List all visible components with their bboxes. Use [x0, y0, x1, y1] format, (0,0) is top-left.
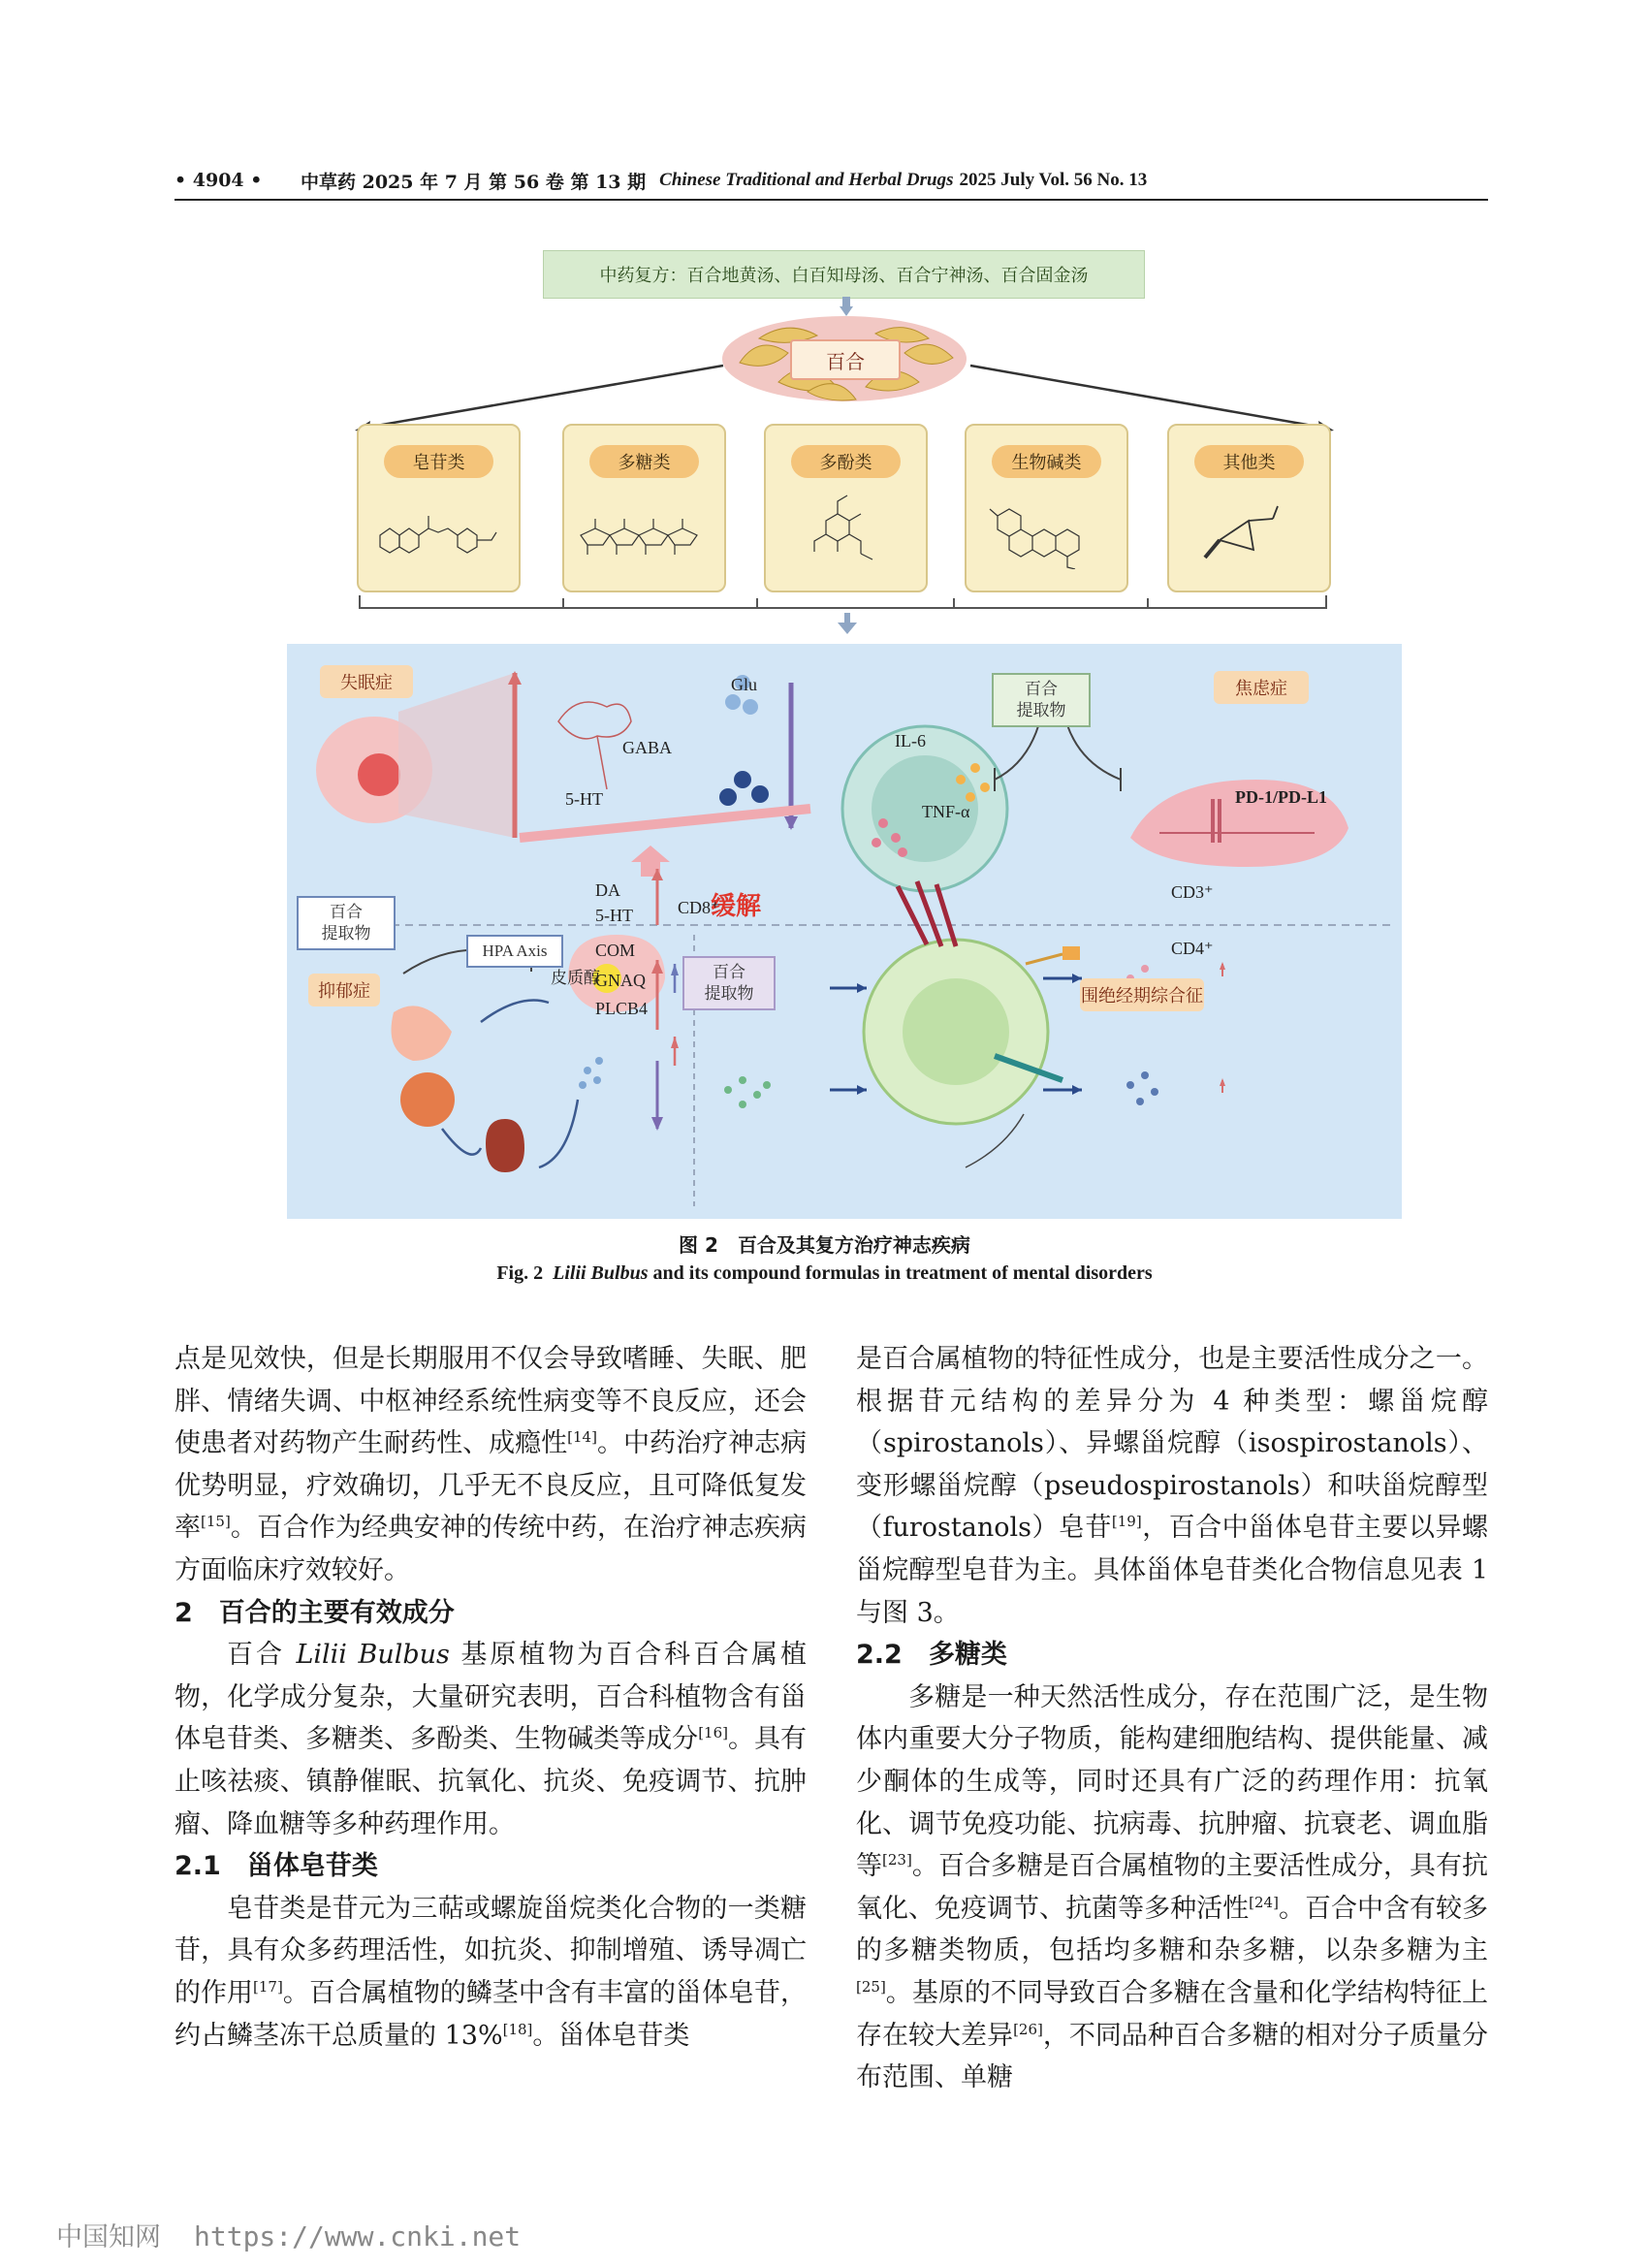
label-pd1-pdl1: PD-1/PD-L1	[1235, 787, 1327, 807]
component-cards	[357, 424, 1334, 598]
card-alkaloids	[965, 424, 1128, 592]
left-column	[174, 1338, 807, 2057]
depression-extract-box	[297, 896, 396, 950]
citation: [25]	[856, 1977, 886, 1996]
paragraph	[174, 1634, 807, 1845]
citation: [26]	[1013, 2020, 1043, 2038]
paragraph	[856, 1338, 1488, 1634]
caption-text-en: and its compound formulas in treatment of mental disorders	[652, 1262, 1153, 1284]
figure-caption-cn	[0, 1230, 1649, 1258]
page-number: • 4904 •	[174, 170, 263, 191]
tag-menopause: 围绝经期综合征	[1080, 978, 1204, 1011]
extract-line1: 百合	[713, 963, 745, 982]
right-column	[856, 1338, 1488, 2099]
card-polysaccharides	[562, 424, 726, 592]
running-header	[174, 163, 1488, 198]
text: 。百合作为经典安神的传统中药，在治疗神志疾病方面临床疗效较好。	[174, 1513, 808, 1585]
label-cortisol: 皮质醇	[551, 969, 600, 988]
header-rule	[174, 199, 1488, 201]
card-saponins	[357, 424, 521, 592]
citation: [19]	[1111, 1513, 1142, 1531]
section-heading-2-1: 2.1 甾体皂苷类	[174, 1851, 378, 1882]
text: 是百合属植物的特征性成分，也是主要活性成分之一。根据苷元结构的差异分为 4 种类型：螺甾烷醇（spirostanols）、异螺甾烷醇（isospirostanols）、变形螺甾烷醇（pseudospirostanols）和呋甾烷醇型（furostanols）皂苷	[856, 1344, 1488, 1544]
section-heading-2: 2 百合的主要有效成分	[174, 1597, 455, 1628]
label-5ht-insomnia: 5-HT	[565, 789, 603, 809]
card-label: 多糖类	[589, 445, 699, 478]
label-cd8: CD8⁺	[678, 898, 720, 917]
journal-title-en: Chinese Traditional and Herbal Drugs	[659, 170, 954, 190]
figure-caption-en	[0, 1262, 1649, 1285]
polysaccharide-structure-icon	[576, 492, 712, 569]
polyphenol-structure-icon	[777, 492, 913, 569]
label-tnf: TNF-α	[922, 802, 970, 821]
caption-label-cn: 图 2	[679, 1233, 718, 1257]
site-url[interactable]: https://www.cnki.net	[194, 2220, 522, 2252]
cnki-watermark	[56, 2216, 521, 2253]
text: 。百合中含有较多的多糖类物质，包括均多糖和杂多糖，以杂多糖为主	[856, 1893, 1489, 1966]
text: 。中药治疗神志病优势明显，疗效确切，几乎无不良反应，且可降低复发率	[174, 1428, 808, 1544]
formula-box: 中药复方：百合地黄汤、白百知母汤、百合宁神汤、百合固金汤	[543, 250, 1145, 299]
extract-line1: 百合	[1025, 680, 1058, 699]
anxiety-extract-box	[992, 673, 1091, 727]
text: 基原植物为百合科百合属植物，化学成分复杂，大量研究表明，百合科植物含有甾体皂苷类、多糖类、多酚类、生物碱类等成分	[174, 1640, 807, 1755]
label-relieve: 缓解	[711, 892, 762, 921]
card-label: 多酚类	[791, 445, 901, 478]
citation: [23]	[882, 1851, 912, 1869]
label-il6: IL-6	[895, 731, 926, 751]
paragraph	[174, 1888, 807, 2057]
label-gaba: GABA	[622, 738, 673, 757]
lily-label: 百合	[790, 339, 901, 380]
journal-issue-en: 2025 July Vol. 56 No. 13	[959, 170, 1148, 190]
text: 。具有止咳祛痰、镇静催眠、抗氧化、抗炎、免疫调节、抗肿瘤、降血糖等多种药理作用。	[174, 1724, 808, 1839]
card-label: 其他类	[1194, 445, 1304, 478]
label-gnaq: GNAQ	[595, 971, 646, 990]
disease-panel-illustration	[287, 644, 1402, 1219]
text: 。甾体皂苷类	[532, 2020, 690, 2051]
label-plcb4: PLCB4	[595, 999, 649, 1018]
hpa-axis-box: HPA Axis	[466, 935, 563, 968]
latin-name: Lilii Bulbus	[296, 1640, 450, 1671]
citation: [18]	[502, 2020, 533, 2038]
label-com: COM	[595, 941, 636, 960]
citation: [15]	[201, 1513, 231, 1531]
label-glu: Glu	[731, 675, 757, 694]
tag-insomnia: 失眠症	[320, 665, 413, 698]
card-polyphenols	[764, 424, 928, 592]
extract-line2: 提取物	[321, 924, 371, 943]
menopause-extract-box	[682, 956, 776, 1010]
cyclopropane-structure-icon	[1181, 492, 1316, 569]
citation: [17]	[253, 1977, 283, 1996]
caption-label-en: Fig. 2	[496, 1262, 544, 1284]
text: 点是见效快，但是长期服用不仅会导致嗜睡、失眠、肥胖、情绪失调、中枢神经系统性病变等不良反应，还会使患者对药物产生耐药性、成瘾性	[174, 1344, 807, 1459]
text: ，不同品种百合多糖的相对分子质量分布范围、单糖	[856, 2020, 1489, 2093]
section-heading-2-2: 2.2 多糖类	[856, 1640, 1007, 1671]
paragraph	[856, 1677, 1488, 2099]
text: 。基原的不同导致百合多糖在含量和化学结构特征上存在较大差异	[856, 1977, 1488, 2051]
citation: [24]	[1249, 1893, 1279, 1911]
citation: [16]	[698, 1724, 728, 1742]
figure-2	[287, 225, 1402, 1219]
card-label: 皂苷类	[384, 445, 493, 478]
journal-title-cn: 中草药 2025 年 7 月 第 56 卷 第 13 期	[301, 171, 647, 193]
text: 多糖是一种天然活性成分，存在范围广泛，是生物体内重要大分子物质，能构建细胞结构、提供能量、减少酮体的生成等，同时还具有广泛的药理作用：抗氧化、调节免疫功能、抗病毒、抗肿瘤、抗衰老、调血脂等	[856, 1681, 1488, 1882]
label-cd4: CD4⁺	[1171, 939, 1214, 958]
tag-anxiety: 焦虑症	[1214, 671, 1309, 704]
extract-line1: 百合	[330, 903, 363, 922]
text: 皂苷类是苷元为三萜或螺旋甾烷类化合物的一类糖苷，具有众多药理活性，如抗炎、抑制增殖、诱导凋亡的作用	[174, 1893, 807, 2008]
card-others	[1167, 424, 1331, 592]
extract-line2: 提取物	[1016, 701, 1066, 720]
label-cd3: CD3⁺	[1171, 882, 1214, 902]
disease-panel	[287, 644, 1402, 1219]
caption-italic-en: Lilii Bulbus	[553, 1262, 649, 1284]
caption-text-cn: 百合及其复方治疗神志疾病	[737, 1233, 970, 1257]
alkaloid-structure-icon	[978, 492, 1114, 569]
text: 百合	[227, 1640, 297, 1671]
label-5ht-depression: 5-HT	[595, 906, 633, 925]
label-da: DA	[595, 880, 620, 900]
site-name: 中国知网	[56, 2222, 161, 2252]
extract-line2: 提取物	[704, 984, 754, 1004]
tag-depression: 抑郁症	[308, 974, 380, 1006]
paragraph	[174, 1338, 807, 1592]
card-label: 生物碱类	[992, 445, 1101, 478]
text: 。百合属植物的鳞茎中含有丰富的甾体皂苷，约占鳞茎冻干总质量的 13%	[174, 1977, 808, 2051]
text: 。百合多糖是百合属植物的主要活性成分，具有抗氧化、免疫调节、抗菌等多种活性	[856, 1851, 1489, 1924]
citation: [14]	[567, 1428, 597, 1447]
saponin-structure-icon	[370, 492, 506, 569]
text: ，百合中甾体皂苷主要以异螺甾烷醇型皂苷为主。具体甾体皂苷类化合物信息见表 1 与图 3。	[856, 1513, 1488, 1628]
